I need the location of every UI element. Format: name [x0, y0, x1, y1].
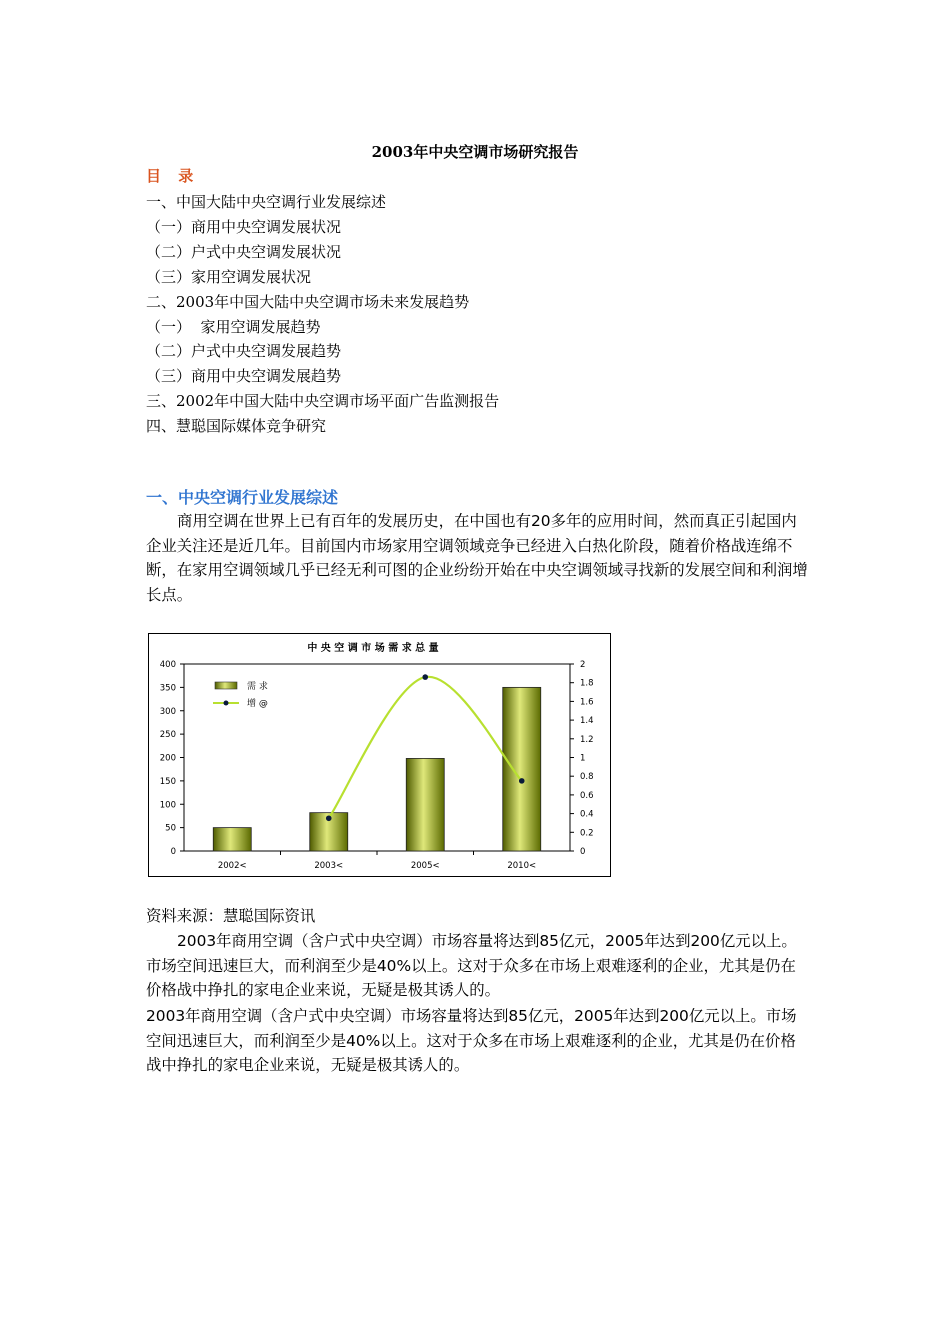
legend-label-bar: 需 求	[247, 682, 268, 692]
toc-item: 三、2002年中国大陆中央空调市场平面广告监测报告	[146, 392, 500, 411]
legend-marker	[224, 701, 229, 706]
bar	[213, 828, 251, 851]
demand-chart	[148, 633, 611, 877]
toc-item: 四、慧聪国际媒体竞争研究	[146, 417, 327, 436]
left-axis-tick-label: 250	[159, 730, 176, 741]
x-axis-tick-label: 2010<	[507, 861, 537, 871]
toc-item: （二）户式中央空调发展趋势	[146, 342, 342, 361]
toc-item: （三）商用中央空调发展趋势	[146, 367, 342, 386]
right-axis-tick-label: 0.6	[580, 790, 594, 801]
toc-item: （三）家用空调发展状况	[146, 267, 312, 286]
toc-item: （二）户式中央空调发展状况	[146, 242, 342, 261]
left-axis-tick-label: 400	[159, 660, 176, 670]
chart-canvas	[149, 634, 610, 876]
right-axis-tick-label: 0.4	[580, 809, 594, 820]
left-axis-tick-label: 200	[159, 753, 176, 764]
left-axis-tick-label: 50	[165, 823, 176, 834]
right-axis-tick-label: 1.6	[580, 697, 594, 708]
x-axis-tick-label: 2002<	[217, 861, 247, 871]
paragraph: 2003年商用空调（含户式中央空调）市场容量将达到85亿元，2005年达到200亿元以上。市场空间迅速巨大，而利润至少是40%以上。这对于众多在市场上艰难逐利的企业，尤其是仍在价格战中挣扎的家电企业来说，无疑是极其诱人的。	[146, 932, 797, 999]
toc-item: （一）商用中央空调发展状况	[146, 217, 342, 236]
right-axis-tick-label: 1.4	[580, 716, 594, 727]
left-axis-tick-label: 0	[170, 847, 176, 857]
left-axis-tick-label: 150	[159, 776, 176, 787]
legend-swatch-bar	[215, 682, 237, 689]
toc-item: （一） 家用空调发展趋势	[146, 317, 321, 336]
x-axis	[218, 851, 536, 871]
right-axis-tick-label: 1.8	[580, 678, 594, 689]
right-axis-tick-label: 1.2	[580, 734, 594, 745]
document-title: 2003年中央空调市场研究报告	[371, 143, 579, 161]
left-axis-tick-label: 300	[159, 706, 176, 717]
right-axis-tick-label: 0.8	[580, 772, 594, 783]
legend-label-line: 增 @	[247, 699, 268, 709]
section-heading: 一、中央空调行业发展综述	[146, 488, 339, 507]
right-axis-tick-label: 0	[580, 847, 586, 857]
toc-item: 二、2003年中国大陆中央空调市场未来发展趋势	[146, 292, 470, 311]
left-axis-tick-label: 350	[159, 683, 176, 694]
right-axis-tick-label: 0.2	[580, 828, 594, 839]
right-axis	[570, 660, 594, 857]
left-axis	[160, 660, 184, 857]
chart-title: 中 央 空 调 市 场 需 求 总 量	[307, 643, 439, 654]
right-axis-tick-label: 2	[580, 660, 586, 670]
left-axis-tick-label: 100	[159, 800, 176, 811]
table-of-contents	[146, 190, 499, 439]
growth-point	[519, 778, 525, 784]
growth-point	[326, 815, 332, 821]
toc-item: 一、中国大陆中央空调行业发展综述	[146, 193, 387, 211]
x-axis-tick-label: 2005<	[410, 861, 440, 871]
growth-point	[422, 674, 428, 680]
paragraph: 2003年商用空调（含户式中央空调）市场容量将达到85亿元，2005年达到200亿元以上。市场空间迅速巨大，而利润至少是40%以上。这对于众多在市场上艰难逐利的企业，尤其是仍在价格战中挣扎的家电企业来说，无疑是极其诱人的。	[146, 1007, 797, 1074]
bar	[503, 687, 541, 851]
right-axis-tick-label: 1	[580, 753, 586, 764]
paragraph: 商用空调在世界上已有百年的发展历史，在中国也有20多年的应用时间，然而真正引起国内企业关注还是近几年。目前国内市场家用空调领域竞争已经进入白热化阶段，随着价格战连绵不断，在家用空调领域几乎已经无利可图的企业纷纷开始在中央空调领域寻找新的发展空间和利润增长点。	[146, 512, 808, 604]
toc-heading: 目 录	[146, 167, 200, 185]
x-axis-tick-label: 2003<	[314, 861, 344, 871]
source-note: 资料来源：慧聪国际资讯	[146, 907, 316, 925]
bar	[406, 758, 444, 851]
